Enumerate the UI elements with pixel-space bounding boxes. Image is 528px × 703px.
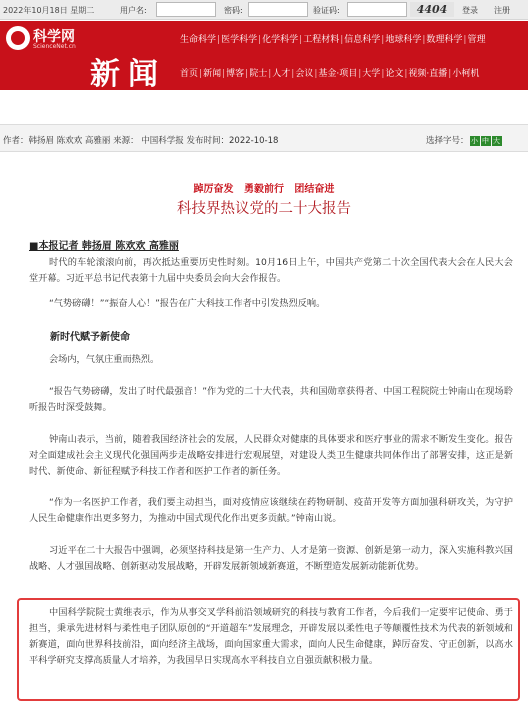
nav-item[interactable]: 管理 [467,35,486,45]
nav-item[interactable]: 论文 [385,69,404,79]
sciencenet-logo-icon[interactable] [6,26,30,50]
font-size-label: 选择字号： [426,136,469,146]
username-label: 用户名: [120,6,147,15]
site-logo-text[interactable]: 科学网 [33,29,75,45]
article-byline: ■本报记者 韩扬眉 陈欢欢 高雅丽 [29,241,179,252]
nav-item[interactable]: 新闻 [203,69,222,79]
nav-item[interactable]: 生命科学 [180,35,217,45]
captcha-image[interactable]: 4404 [410,2,454,17]
discipline-nav: 生命科学|医学科学|化学科学|工程材料|信息科学|地球科学|数理科学|管理 [180,32,485,45]
captcha-input[interactable] [347,2,407,17]
captcha-label: 验证码: [313,6,340,15]
article-paragraph: “报告气势磅礴，发出了时代最强音！”作为党的二十大代表，共和国勋章获得者、中国工程院院士钟南山在现场聆听报告时深受鼓舞。 [29,386,513,413]
nav-item[interactable]: 会议 [295,69,314,79]
article-paragraph: 中国科学院院士黄维表示，作为从事交叉学科前沿领域研究的科技与教育工作者，今后我们一定要牢记使命、勇于担当，秉承先进材料与柔性电子团队原创的“开道超车”发展理念，开辟发展以柔性电子等颠覆性技术为代表的新领域和新赛道，面向世界科技前沿，面向经济主战场，面向国家重大需求，面向人民生命健康，踔厉奋发、守正创新，以高水平科学研究支撑高质量人才培养，为我国早日实现高水平科技自立自强贡献积极力量。 [29,607,513,666]
article-title: 科技界热议党的二十大报告 [177,201,351,217]
site-logo-subtitle: ScienceNet.cn [33,43,76,50]
username-input[interactable] [156,2,216,17]
article-kicker: 踔厉奋发 勇毅前行 团结奋进 [193,184,335,195]
password-input[interactable] [248,2,308,17]
article-meta: 作者：韩扬眉 陈欢欢 高雅丽 来源： 中国科学报 发布时间：2022-10-18 [3,136,279,146]
font-size-selector [426,134,502,146]
article-paragraph: 习近平在二十大报告中强调，必须坚持科技是第一生产力、人才是第一资源、创新是第一动力，深入实施科教兴国战略、人才强国战略、创新驱动发展战略，开辟发展新领域新赛道，不断塑造发展新动能新优势。 [29,545,513,572]
nav-item[interactable]: 化学科学 [262,35,299,45]
password-label: 密码: [224,6,243,15]
article-paragraph: 时代的车轮滚滚向前，再次抵达重要历史性时刻。10月16日上午，中国共产党第二十次全国代表大会在人民大会堂开幕。习近平总书记代表第十九届中央委员会向大会作报告。 [29,257,513,284]
font-large-button[interactable]: 大 [493,137,501,145]
nav-item[interactable]: 人才 [272,69,291,79]
nav-item[interactable]: 小柯机 [452,69,480,79]
article-paragraph: “作为一名医护工作者，我们要主动担当，面对疫情应该继续在药物研制、疫苗开发等方面加强科研攻关，为守护人民生命健康作出更多努力，为推动中国式现代化作出更多贡献。”钟南山说。 [29,497,513,524]
article-paragraph: 钟南山表示，当前，随着我国经济社会的发展，人民群众对健康的具体要求和医疗事业的需求不断发生变化。报告对全面建成社会主义现代化强国两步走战略安排进行宏观展望，对建设人类卫生健康共同体作出了部署安排，这正是新时代、新使命、新征程赋予科技工作者和医护工作者的新任务。 [29,434,513,477]
login-link[interactable]: 登录 [462,6,478,15]
nav-item[interactable]: 工程材料 [303,35,340,45]
register-link[interactable]: 注册 [494,6,510,15]
login-bar [0,0,528,20]
section-title: 新闻 [90,57,166,92]
nav-item[interactable]: 院士 [249,69,268,79]
font-medium-button[interactable]: 中 [482,137,490,145]
nav-item[interactable]: 大学 [362,69,381,79]
section-subheading: 新时代赋予新使命 [50,332,130,343]
article-paragraph: 会场内，气氛庄重而热烈。 [49,354,160,365]
article-info-bar [0,124,528,152]
main-nav: 首页|新闻|博客|院士|人才|会议|基金·项目|大学|论文|视频·直播|小柯机 [180,66,479,79]
current-date: 2022年10月18日 星期二 [3,6,95,15]
site-header [0,21,528,90]
nav-item[interactable]: 视频·直播 [408,69,448,79]
nav-item[interactable]: 地球科学 [385,35,422,45]
nav-item[interactable]: 数理科学 [426,35,463,45]
nav-item[interactable]: 博客 [226,69,245,79]
nav-item[interactable]: 基金·项目 [318,69,358,79]
nav-item[interactable]: 信息科学 [344,35,381,45]
nav-item[interactable]: 医学科学 [221,35,258,45]
font-small-button[interactable]: 小 [471,137,479,145]
article-paragraph: “气势磅礴！”“振奋人心！”报告在广大科技工作者中引发热烈反响。 [49,298,326,309]
nav-item[interactable]: 首页 [180,69,199,79]
